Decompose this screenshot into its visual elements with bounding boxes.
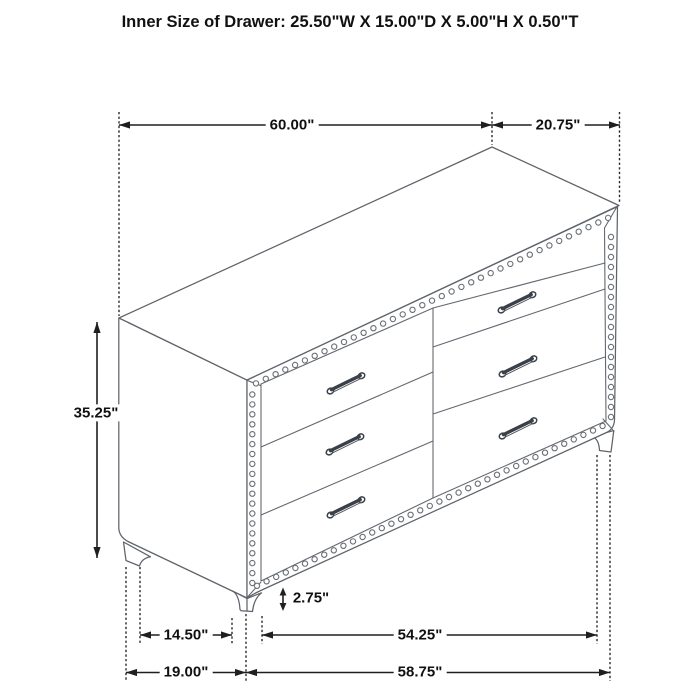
nailhead-icon bbox=[608, 254, 613, 259]
nailhead-icon bbox=[439, 293, 444, 298]
nailhead-icon bbox=[283, 367, 288, 372]
arrowhead bbox=[481, 121, 492, 128]
nailhead-icon bbox=[390, 316, 395, 321]
nailhead-icon bbox=[456, 490, 461, 495]
nailhead-icon bbox=[351, 335, 356, 340]
nailhead-icon bbox=[250, 551, 255, 556]
nailhead-icon bbox=[250, 461, 255, 466]
nailhead-icon bbox=[608, 354, 613, 359]
arrowhead bbox=[492, 121, 503, 128]
nailhead-icon bbox=[547, 243, 552, 248]
arrowhead bbox=[93, 547, 100, 558]
arrowhead bbox=[280, 588, 287, 596]
nailhead-icon bbox=[488, 270, 493, 275]
nailhead-icon bbox=[605, 215, 610, 220]
arrowhead bbox=[235, 669, 246, 676]
nailhead-icon bbox=[389, 521, 394, 526]
nailhead-icon bbox=[608, 414, 613, 419]
arrowhead bbox=[140, 631, 151, 638]
nailhead-icon bbox=[566, 234, 571, 239]
dim-label-top-width: 60.00" bbox=[266, 116, 319, 133]
arrowhead bbox=[262, 631, 273, 638]
nailhead-icon bbox=[341, 339, 346, 344]
nailhead-icon bbox=[608, 264, 613, 269]
nailhead-icon bbox=[302, 561, 307, 566]
arrowhead bbox=[609, 121, 620, 128]
nailhead-icon bbox=[586, 224, 591, 229]
nailhead-icon bbox=[283, 570, 288, 575]
nailhead-icon bbox=[504, 468, 509, 473]
nailhead-icon bbox=[322, 552, 327, 557]
diagram-title: Inner Size of Drawer: 25.50"W X 15.00"D X 5.00"H X 0.50"T bbox=[121, 13, 579, 31]
nailhead-icon bbox=[478, 275, 483, 280]
nailhead-icon bbox=[608, 404, 613, 409]
nailhead-icon bbox=[400, 312, 405, 317]
nailhead-icon bbox=[380, 321, 385, 326]
arrowhead bbox=[586, 631, 597, 638]
arrowhead bbox=[280, 603, 287, 611]
nailhead-icon bbox=[466, 486, 471, 491]
nailhead-icon bbox=[590, 428, 595, 433]
nailhead-icon bbox=[293, 565, 298, 570]
nailhead-icon bbox=[250, 491, 255, 496]
nailhead-icon bbox=[600, 423, 605, 428]
nailhead-icon bbox=[552, 446, 557, 451]
nailhead-icon bbox=[250, 521, 255, 526]
nailhead-icon bbox=[437, 499, 442, 504]
nailhead-icon bbox=[292, 362, 297, 367]
arrowhead bbox=[119, 121, 130, 128]
nailhead-icon bbox=[250, 422, 255, 427]
nailhead-icon bbox=[608, 244, 613, 249]
nailhead-icon bbox=[596, 220, 601, 225]
nailhead-icon bbox=[264, 579, 269, 584]
arrowhead bbox=[93, 322, 100, 333]
nailhead-icon bbox=[420, 303, 425, 308]
nailhead-icon bbox=[517, 257, 522, 262]
dim-label-front-span: 58.75" bbox=[394, 663, 447, 680]
nailhead-icon bbox=[608, 284, 613, 289]
nailhead-icon bbox=[312, 557, 317, 562]
nailhead-icon bbox=[485, 477, 490, 482]
nailhead-icon bbox=[379, 525, 384, 530]
nailhead-icon bbox=[253, 381, 258, 386]
dim-label-height: 35.25" bbox=[70, 404, 123, 421]
nailhead-icon bbox=[250, 541, 255, 546]
nailhead-icon bbox=[360, 534, 365, 539]
nailhead-icon bbox=[449, 289, 454, 294]
nailhead-icon bbox=[250, 560, 255, 565]
nailhead-icon bbox=[562, 441, 567, 446]
nailhead-icon bbox=[331, 548, 336, 553]
nailhead-icon bbox=[429, 298, 434, 303]
nailhead-icon bbox=[250, 471, 255, 476]
nailhead-icon bbox=[250, 481, 255, 486]
nailhead-icon bbox=[250, 412, 255, 417]
dim-label-front-inner-span: 54.25" bbox=[394, 626, 447, 643]
nailhead-icon bbox=[608, 234, 613, 239]
nailhead-icon bbox=[608, 384, 613, 389]
nailhead-icon bbox=[361, 330, 366, 335]
nailhead-icon bbox=[250, 511, 255, 516]
nailhead-icon bbox=[571, 437, 576, 442]
nailhead-icon bbox=[608, 324, 613, 329]
nailhead-icon bbox=[250, 580, 255, 585]
nailhead-icon bbox=[322, 349, 327, 354]
dim-label-side-leg-spacing: 14.50" bbox=[160, 626, 213, 643]
nailhead-icon bbox=[608, 364, 613, 369]
nailhead-icon bbox=[498, 266, 503, 271]
nailhead-icon bbox=[341, 543, 346, 548]
nailhead-icon bbox=[274, 574, 279, 579]
nailhead-icon bbox=[312, 353, 317, 358]
nailhead-icon bbox=[250, 531, 255, 536]
nailhead-icon bbox=[514, 463, 519, 468]
nailhead-icon bbox=[350, 539, 355, 544]
arrowhead bbox=[599, 669, 610, 676]
nailhead-icon bbox=[608, 274, 613, 279]
nailhead-icon bbox=[273, 372, 278, 377]
nailhead-icon bbox=[527, 252, 532, 257]
nailhead-icon bbox=[250, 392, 255, 397]
nailhead-icon bbox=[408, 512, 413, 517]
nailhead-icon bbox=[608, 334, 613, 339]
nailhead-icon bbox=[427, 503, 432, 508]
nailhead-icon bbox=[371, 326, 376, 331]
nailhead-icon bbox=[250, 570, 255, 575]
nailhead-icon bbox=[459, 284, 464, 289]
nailhead-icon bbox=[370, 530, 375, 535]
nailhead-icon bbox=[302, 358, 307, 363]
nailhead-icon bbox=[608, 344, 613, 349]
nailhead-icon bbox=[332, 344, 337, 349]
nailhead-icon bbox=[537, 247, 542, 252]
nailhead-icon bbox=[508, 261, 513, 266]
nailhead-icon bbox=[608, 304, 613, 309]
nailhead-icon bbox=[250, 402, 255, 407]
arrowhead bbox=[221, 631, 232, 638]
nailhead-icon bbox=[542, 450, 547, 455]
nailhead-icon bbox=[250, 441, 255, 446]
arrowhead bbox=[126, 669, 137, 676]
nailhead-icon bbox=[608, 374, 613, 379]
dim-label-top-depth: 20.75" bbox=[532, 116, 585, 133]
nailhead-icon bbox=[523, 459, 528, 464]
nailhead-icon bbox=[608, 314, 613, 319]
nailhead-icon bbox=[533, 454, 538, 459]
arrowhead bbox=[246, 669, 257, 676]
nailhead-icon bbox=[410, 307, 415, 312]
nailhead-icon bbox=[608, 294, 613, 299]
nailhead-icon bbox=[494, 472, 499, 477]
nailhead-icon bbox=[608, 394, 613, 399]
nailhead-icon bbox=[469, 280, 474, 285]
nailhead-icon bbox=[581, 432, 586, 437]
nailhead-icon bbox=[475, 481, 480, 486]
nailhead-icon bbox=[576, 229, 581, 234]
nailhead-icon bbox=[250, 501, 255, 506]
nailhead-icon bbox=[398, 517, 403, 522]
nailhead-icon bbox=[250, 432, 255, 437]
dim-label-leg-height: 2.75" bbox=[289, 589, 333, 606]
nailhead-icon bbox=[557, 238, 562, 243]
dim-label-side-depth: 19.00" bbox=[160, 663, 213, 680]
nailhead-icon bbox=[263, 376, 268, 381]
nailhead-icon bbox=[418, 508, 423, 513]
nailhead-icon bbox=[446, 494, 451, 499]
nailhead-icon bbox=[250, 451, 255, 456]
